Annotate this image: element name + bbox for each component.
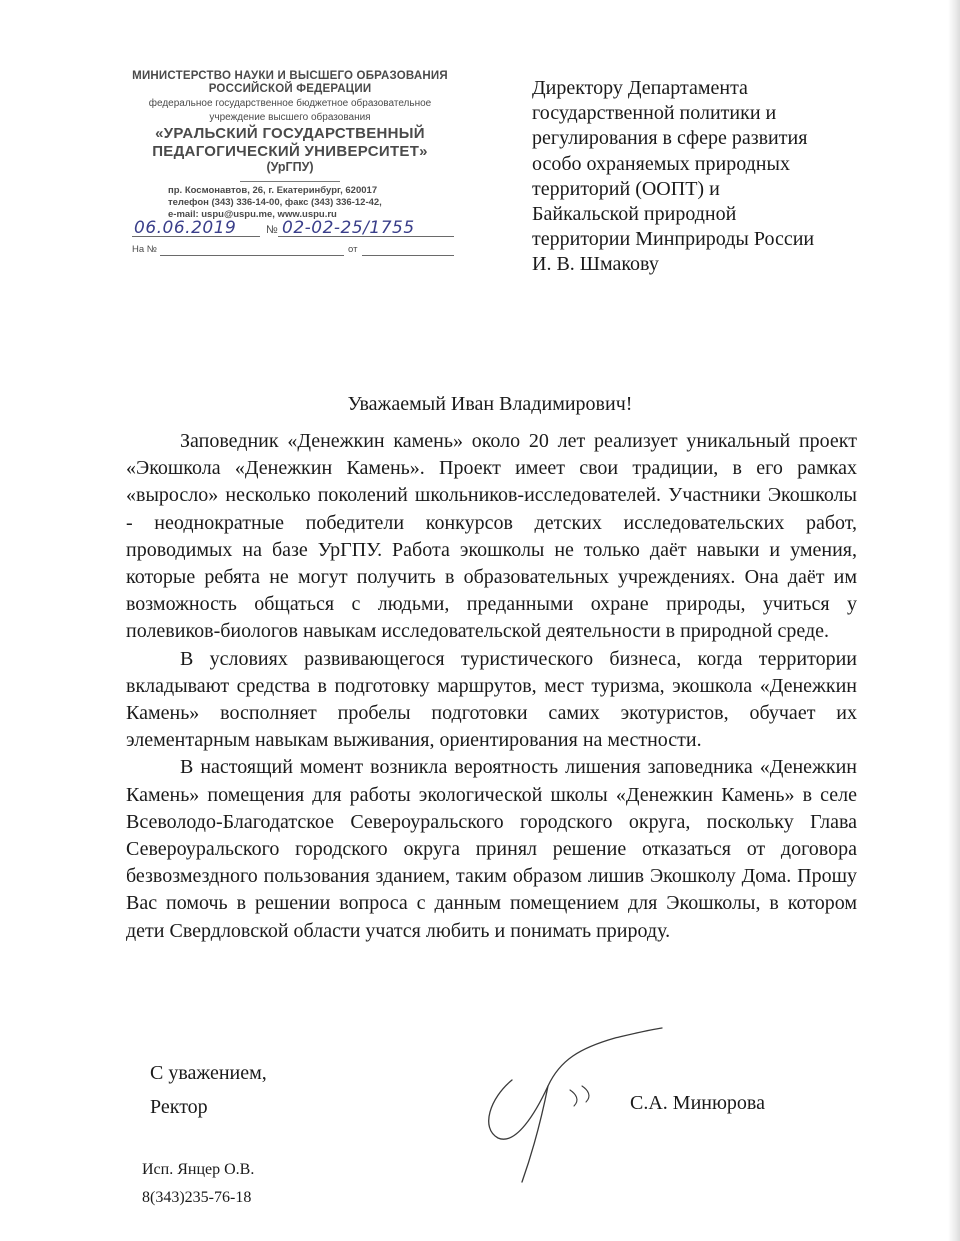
addressee-line: Директору Департамента bbox=[532, 77, 748, 99]
from-underline bbox=[362, 255, 454, 256]
executor-name: Исп. Янцер О.В. bbox=[142, 1161, 255, 1178]
university-abbreviation: (УрГПУ) bbox=[266, 160, 314, 174]
addressee-block bbox=[532, 76, 862, 278]
page-edge-shadow bbox=[948, 0, 960, 1241]
executor-phone: 8(343)235-76-18 bbox=[142, 1189, 252, 1206]
addressee-line: территории Минприроды России bbox=[532, 228, 815, 251]
institution-type-line-2: учреждение высшего образования bbox=[209, 112, 371, 123]
email-website: e-mail: uspu@uspu.me, www.uspu.ru bbox=[168, 209, 337, 220]
registration-line bbox=[110, 218, 470, 244]
reg-number-label: № bbox=[266, 224, 278, 236]
letterhead bbox=[110, 70, 470, 258]
body-paragraph: Заповедник «Денежкин камень» около 20 лет реализует уникальный проект «Экошкола «Денежкин Камень». Проект имеет свои традиции, в его рамках «выросло» несколько поколений школьников-исследователей. Участники Экошколы - неоднократные победители конкурсов детских исследовательских работ, проводимых на базе УрГПУ. Работа экошколы не только даёт навыки и умения, которые ребята не могут получить в образовательных учреждениях. Она даёт им возможность общаться с людьми, преданными охране природы, учиться у полевиков-биологов навыкам исследовательской деятельности в природной среде. bbox=[126, 430, 857, 643]
addressee-line: регулирования в сфере развития bbox=[532, 127, 808, 150]
signatory-name: С.А. Минюрова bbox=[630, 1092, 765, 1114]
in-reply-to-label: На № bbox=[132, 244, 157, 255]
body-paragraph: В настоящий момент возникла вероятность лишения заповедника «Денежкин Камень» помещения для работы экологической школы «Денежкин Камень» в селе Всеволодо-Благодатское Североуральского городского округа, поскольку Глава Североуральского городского округа принял решение отказаться от договора безвозмездного пользования зданием, таким образом лишив Экошколу Дома. Прошу Вас помочь в решении вопроса с данным помещением для Экошколы, в котором дети Свердловской области учатся любить и понимать природу. bbox=[126, 756, 857, 942]
regards-text: С уважением, bbox=[150, 1062, 267, 1084]
addressee-line: И. В. Шмакову bbox=[532, 253, 659, 276]
university-name-line-2: ПЕДАГОГИЧЕСКИЙ УНИВЕРСИТЕТ» bbox=[152, 143, 428, 160]
executor-block bbox=[142, 1156, 254, 1212]
salutation: Уважаемый Иван Владимирович! bbox=[347, 393, 633, 415]
reg-date-handwritten: 06.06.2019 bbox=[134, 218, 237, 238]
body-paragraph: В условиях развивающегося туристического бизнеса, когда территории вкладывают средства в подготовку маршрутов, мест туризма, экошкола «Денежкин Камень» восполняет пробелы подготовки самих экотуристов, обучает их элементарным навыкам выживания, ориентирования на местности. bbox=[126, 647, 857, 752]
in-reply-to-underline bbox=[160, 255, 344, 256]
letterhead-contacts bbox=[168, 185, 470, 221]
position-title: Ректор bbox=[150, 1096, 208, 1118]
phone-fax: телефон (343) 336-14-00, факс (343) 336-12-42, bbox=[168, 197, 382, 208]
addressee-line: государственной политики и bbox=[532, 102, 777, 125]
addressee-line: Байкальской природной bbox=[532, 203, 737, 226]
in-reply-to-line bbox=[110, 244, 470, 258]
ministry-line-1: МИНИСТЕРСТВО НАУКИ И ВЫСШЕГО ОБРАЗОВАНИЯ bbox=[132, 70, 448, 82]
reg-number-handwritten: 02-02-25/1755 bbox=[282, 218, 415, 238]
address: пр. Космонавтов, 26, г. Екатеринбург, 620017 bbox=[168, 185, 378, 196]
closing-block bbox=[150, 1056, 267, 1124]
letterhead-divider bbox=[240, 181, 340, 182]
addressee-line: территорий (ООПТ) и bbox=[532, 177, 720, 200]
university-name-line-1: «УРАЛЬСКИЙ ГОСУДАРСТВЕННЫЙ bbox=[155, 125, 425, 142]
institution-type-line-1: федеральное государственное бюджетное образовательное bbox=[148, 98, 432, 109]
from-label: от bbox=[348, 244, 358, 255]
addressee-line: особо охраняемых природных bbox=[532, 152, 790, 175]
letter-body bbox=[126, 428, 857, 945]
ministry-line-2: РОССИЙСКОЙ ФЕДЕРАЦИИ bbox=[208, 83, 372, 95]
